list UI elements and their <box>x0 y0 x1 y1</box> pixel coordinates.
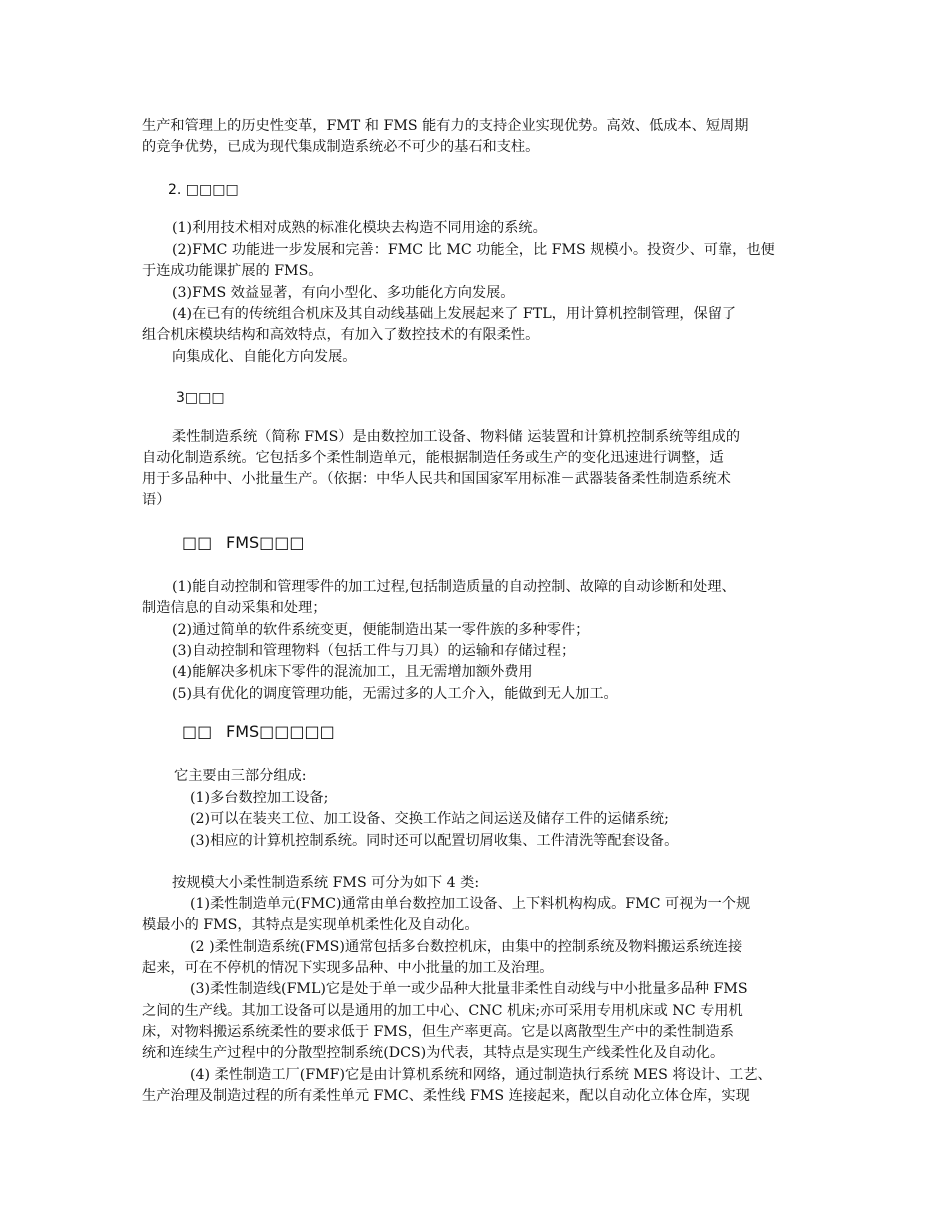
features-line-3: (2)通过简单的软件系统变更，便能制造出某一零件族的多种零件； <box>172 622 590 638</box>
section-2-line-5: (4)在已有的传统组合机床及其自动线基础上发展起来了 FTL，用计算机控制管理，保留了 <box>172 306 737 322</box>
classification-line-8: 床，对物料搬运系统柔性的要求低于 FMS，但生产率更高。它是以离散型生产中的柔性制造系 <box>142 1024 734 1040</box>
classification-line-7: 之间的生产线。其加工设备可以是通用的加工中心、CNC 机床;亦可采用专用机床或 NC 专用机 <box>142 1003 743 1019</box>
section-2-line-1: (1)利用技术相对成熟的标准化模块去构造不同用途的系统。 <box>172 220 547 236</box>
composition-line-1: 它主要由三部分组成: <box>174 768 307 784</box>
section-2-heading: 2. □□□□ <box>168 182 239 198</box>
classification-line-11: 生产治理及制造过程的所有柔性单元 FMC、柔性线 FMS 连接起来，配以自动化立体仓库，实现 <box>142 1088 750 1104</box>
features-line-4: (3)自动控制和管理物料（包括工件与刀具）的运输和存储过程； <box>172 643 576 659</box>
features-heading-title: FMS□□□ <box>226 533 305 552</box>
classification-line-5: 起来，可在不停机的情况下实现多品种、中小批量的加工及治理。 <box>142 960 554 976</box>
section-2-line-6: 组合机床模块结构和高效特点，有加入了数控技术的有限柔性。 <box>142 327 540 343</box>
section-3-line-1: 柔性制造系统（简称 FMS）是由数控加工设备、物料储 运装置和计算机控制系统等组成的 <box>172 429 741 445</box>
intro-line-1: 生产和管理上的历史性变革，FMT 和 FMS 能有力的支持企业实现优势。高效、低成本、短周期 <box>142 118 749 134</box>
section-2-line-2: (2)FMC 功能进一步发展和完善：FMC 比 MC 功能全，比 FMS 规模小。投资少、可靠，也便 <box>172 242 775 258</box>
features-heading <box>182 532 305 554</box>
classification-line-4: (2 )柔性制造系统(FMS)通常包括多台数控机床，由集中的控制系统及物料搬运系统连接 <box>190 939 743 955</box>
features-line-5: (4)能解决多机床下零件的混流加工，且无需增加额外费用 <box>172 664 533 680</box>
classification-line-9: 统和连续生产过程中的分散型控制系统(DCS)为代表，其特点是实现生产线柔性化及自动化。 <box>142 1045 725 1061</box>
section-3-heading: 3□□□ <box>176 390 225 406</box>
features-line-2: 制造信息的自动采集和处理； <box>142 600 327 616</box>
classification-line-2: (1)柔性制造单元(FMC)通常由单台数控加工设备、上下料机构构成。FMC 可视为一个规 <box>190 896 751 912</box>
section-3-line-4: 语） <box>142 492 171 508</box>
composition-line-4: (3)相应的计算机控制系统。同时还可以配置切屑收集、工件清洗等配套设备。 <box>190 833 679 849</box>
composition-heading <box>182 721 335 743</box>
composition-heading-number: □□ <box>182 722 213 741</box>
section-3-line-2: 自动化制造系统。它包括多个柔性制造单元，能根据制造任务或生产的变化迅速进行调整，适 <box>142 450 724 466</box>
section-2-line-4: (3)FMS 效益显著，有向小型化、多功能化方向发展。 <box>172 285 515 301</box>
composition-line-2: (1)多台数控加工设备; <box>190 790 329 806</box>
section-2-line-3: 于连成功能课扩展的 FMS。 <box>142 263 323 279</box>
intro-line-2: 的竞争优势，已成为现代集成制造系统必不可少的基石和支柱。 <box>142 139 540 155</box>
section-3-line-3: 用于多品种中、小批量生产。（依据：中华人民共和国国家军用标准－武器装备柔性制造系统术 <box>142 471 731 487</box>
composition-line-3: (2)可以在装夹工位、加工设备、交换工作站之间运送及储存工件的运储系统; <box>190 811 669 827</box>
features-line-1: (1)能自动控制和管理零件的加工过程,包括制造质量的自动控制、故障的自动诊断和处理、 <box>172 579 736 595</box>
classification-line-6: (3)柔性制造线(FML)它是处于单一或少品种大批量非柔性自动线与中小批量多品种 FMS <box>190 981 748 997</box>
features-line-6: (5)具有优化的调度管理功能，无需过多的人工介入，能做到无人加工。 <box>172 686 618 702</box>
composition-heading-title: FMS□□□□□ <box>226 722 335 741</box>
classification-line-10: (4) 柔性制造工厂(FMF)它是由计算机系统和网络，通过制造执行系统 MES 将设计、工艺、 <box>190 1067 772 1083</box>
classification-line-1: 按规模大小柔性制造系统 FMS 可分为如下 4 类: <box>172 875 480 891</box>
classification-line-3: 模最小的 FMS，其特点是实现单机柔性化及自动化。 <box>142 917 479 933</box>
section-2-line-7: 向集成化、自能化方向发展。 <box>172 349 357 365</box>
features-heading-number: □□ <box>182 533 213 552</box>
